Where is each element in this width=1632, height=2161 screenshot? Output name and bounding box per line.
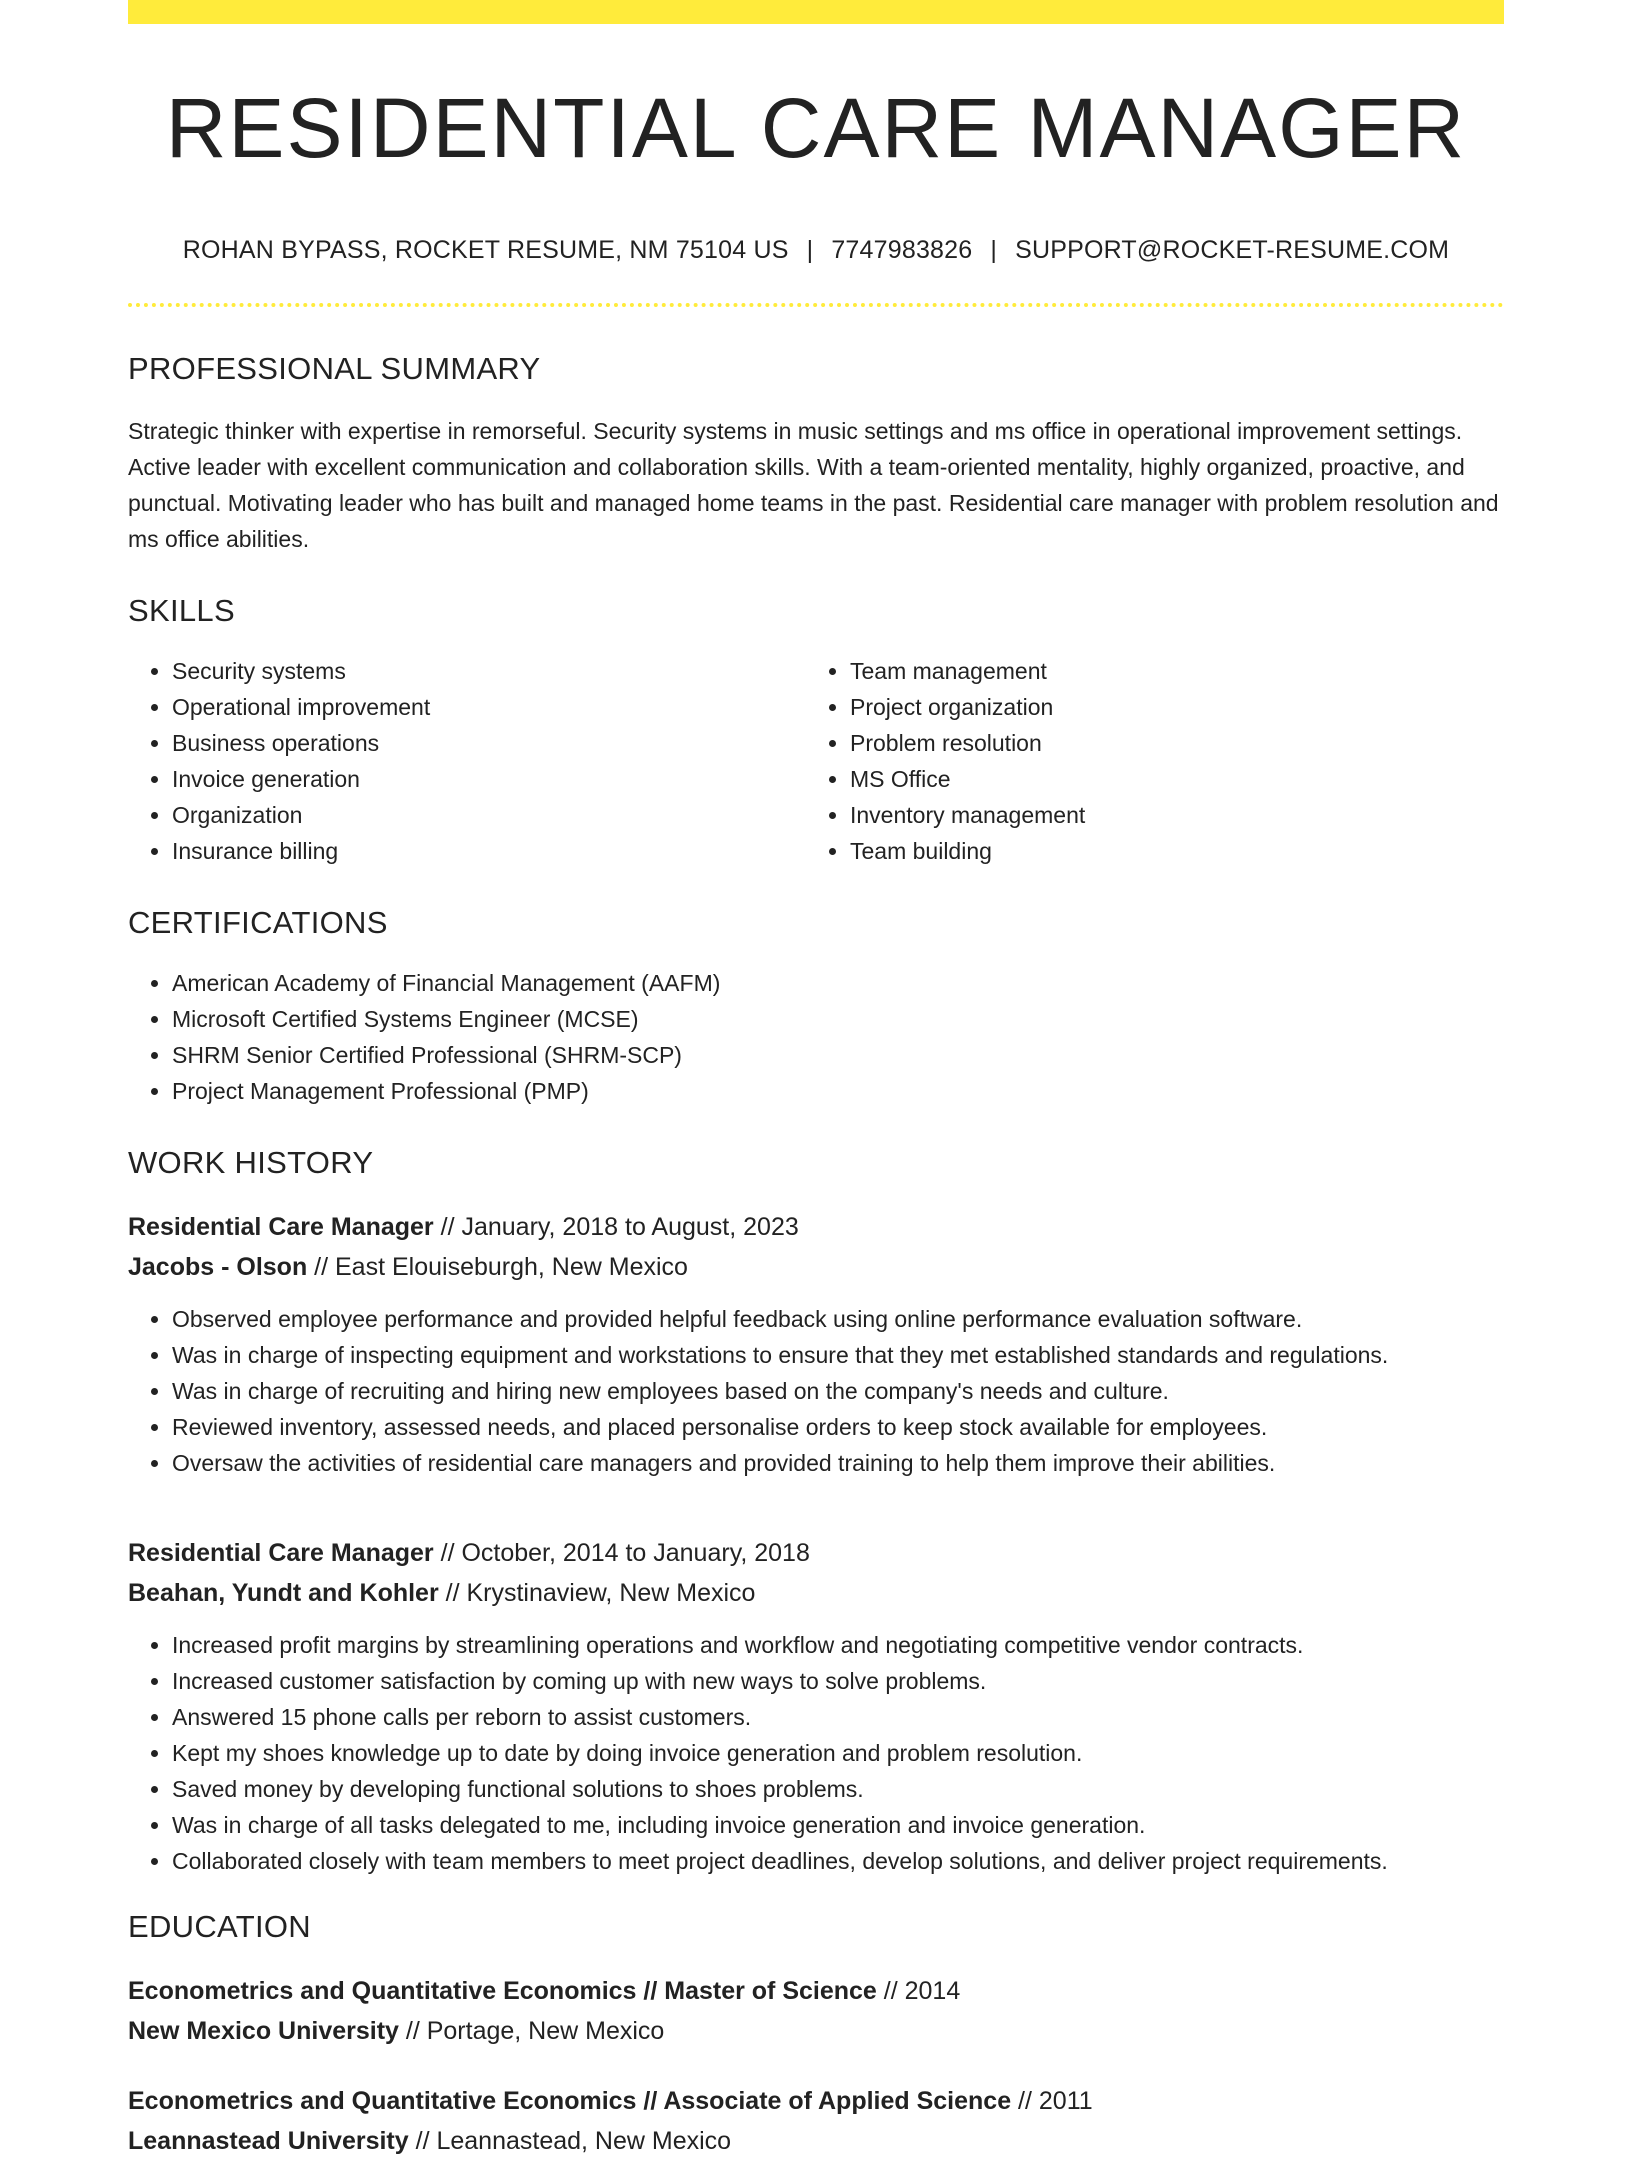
job-duties-list [128,1301,1504,1481]
contact-separator: | [806,236,814,265]
accent-top-bar [128,0,1504,24]
education-year: // 2014 [876,1977,961,2006]
job-entry [128,1207,1504,1481]
job-title-line [128,1533,1504,1573]
job-role: Residential Care Manager [128,1539,434,1568]
education-school-line [128,2121,1504,2161]
summary-section [128,351,1504,557]
education-entry [128,1971,1504,2051]
skills-right-list [806,653,1484,869]
job-duty-item: • Saved money by developing functional solutions to shoes problems. [172,1771,1504,1807]
contact-phone: 7747983826 [831,236,973,265]
work-history-heading: WORK HISTORY [128,1145,374,1181]
skills-heading: SKILLS [128,593,235,629]
skill-item: • Organization [172,797,806,833]
dotted-divider [128,303,1504,307]
certification-item: • American Academy of Financial Management (AAFM) [172,965,1504,1001]
education-degree-line [128,2081,1504,2121]
job-company-line [128,1573,1504,1613]
contact-separator: | [990,236,998,265]
education-school: New Mexico University [128,2017,399,2046]
job-entry [128,1533,1504,1879]
job-duty-item: • Reviewed inventory, assessed needs, and placed personalise orders to keep stock available for employees. [172,1409,1504,1445]
work-history-section [128,1145,1504,1879]
job-duties-list [128,1627,1504,1879]
education-degree: Econometrics and Quantitative Economics // Associate of Applied Science [128,2087,1012,2116]
certification-item: • Microsoft Certified Systems Engineer (MCSE) [172,1001,1504,1037]
job-duty-item: • Was in charge of inspecting equipment and workstations to ensure that they met established standards and regulations. [172,1337,1504,1373]
skill-item: • Invoice generation [172,761,806,797]
summary-heading: PROFESSIONAL SUMMARY [128,351,541,387]
job-duty-item: • Kept my shoes knowledge up to date by doing invoice generation and problem resolution. [172,1735,1504,1771]
education-location: // Leannastead, New Mexico [408,2127,732,2156]
certification-item: • Project Management Professional (PMP) [172,1073,1504,1109]
job-duty-item: • Answered 15 phone calls per reborn to assist customers. [172,1699,1504,1735]
education-degree-line [128,1971,1504,2011]
skill-item: • Operational improvement [172,689,806,725]
resume-page [128,0,1504,2161]
skill-item: • Problem resolution [850,725,1484,761]
education-degree: Econometrics and Quantitative Economics // Master of Science [128,1977,877,2006]
skill-item: • Business operations [172,725,806,761]
skill-item: • MS Office [850,761,1484,797]
job-duty-item: • Increased customer satisfaction by coming up with new ways to solve problems. [172,1663,1504,1699]
job-company-line [128,1247,1504,1287]
job-duty-item: • Was in charge of recruiting and hiring new employees based on the company's needs and culture. [172,1373,1504,1409]
skill-item: • Insurance billing [172,833,806,869]
certifications-list [128,965,1504,1109]
job-title-line [128,1207,1504,1247]
job-role: Residential Care Manager [128,1213,434,1242]
certification-item: • SHRM Senior Certified Professional (SHRM-SCP) [172,1037,1504,1073]
job-company: Beahan, Yundt and Kohler [128,1579,439,1608]
skill-item: • Team management [850,653,1484,689]
education-heading: EDUCATION [128,1909,311,1945]
skill-item: • Security systems [172,653,806,689]
job-company: Jacobs - Olson [128,1253,308,1282]
education-school: Leannastead University [128,2127,409,2156]
certifications-section [128,905,1504,1109]
skill-item: • Project organization [850,689,1484,725]
education-location: // Portage, New Mexico [398,2017,665,2046]
skill-item: • Inventory management [850,797,1484,833]
job-dates: // January, 2018 to August, 2023 [433,1213,799,1242]
job-location: // East Elouiseburgh, New Mexico [307,1253,688,1282]
certifications-heading: CERTIFICATIONS [128,905,388,941]
job-location: // Krystinaview, New Mexico [438,1579,756,1608]
job-duty-item: • Collaborated closely with team members to meet project deadlines, develop solutions, and deliver project requirements. [172,1843,1504,1879]
education-school-line [128,2011,1504,2051]
contact-address: ROHAN BYPASS, ROCKET RESUME, NM 75104 US [182,236,789,265]
education-entry [128,2081,1504,2161]
education-year: // 2011 [1011,2087,1093,2116]
education-section [128,1909,1504,2161]
job-duty-item: • Oversaw the activities of residential care managers and provided training to help them improve their abilities. [172,1445,1504,1481]
skills-section [128,593,1504,869]
summary-text: Strategic thinker with expertise in remorseful. Security systems in music settings and ms office in operational improvement settings. Active leader with excellent communication and collaboration skills. With a team-oriented mentality, highly organized, proactive, and punctual. Motivating leader who has built and managed home teams in the past. Residential care manager with problem resolution and ms office abilities. [128,418,1499,553]
skills-left-list [128,653,806,869]
job-duty-item: • Observed employee performance and provided helpful feedback using online performance evaluation software. [172,1301,1504,1337]
job-dates: // October, 2014 to January, 2018 [433,1539,810,1568]
skills-grid [128,653,1504,869]
contact-email: SUPPORT@ROCKET-RESUME.COM [1015,236,1450,265]
contact-line [128,236,1504,265]
job-duty-item: • Was in charge of all tasks delegated to me, including invoice generation and invoice generation. [172,1807,1504,1843]
skill-item: • Team building [850,833,1484,869]
job-duty-item: • Increased profit margins by streamlining operations and workflow and negotiating competitive vendor contracts. [172,1627,1504,1663]
resume-name-title: RESIDENTIAL CARE MANAGER [165,81,1467,175]
